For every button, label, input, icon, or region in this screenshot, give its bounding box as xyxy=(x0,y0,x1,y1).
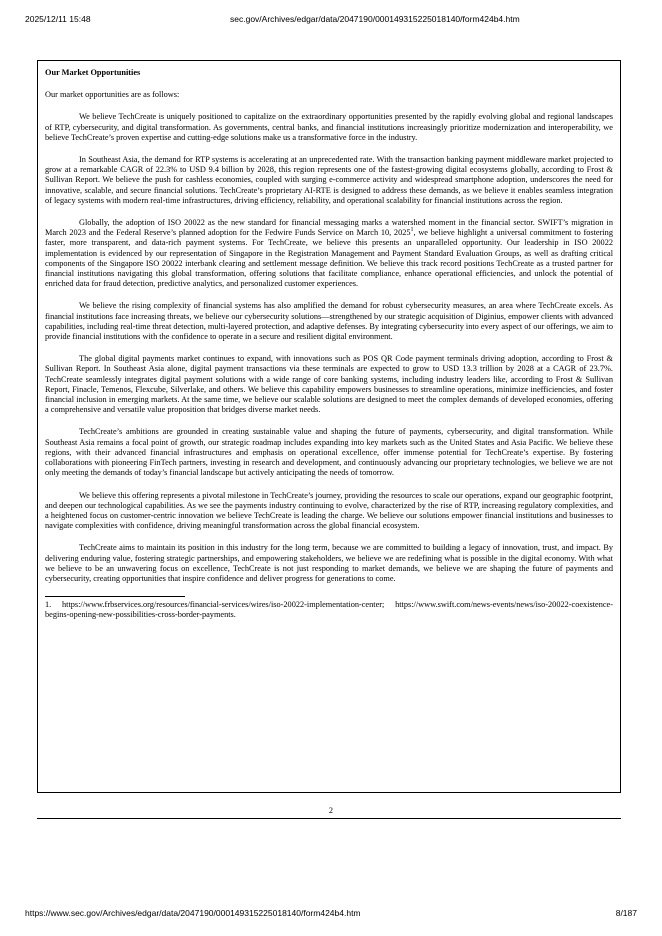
paragraph-ambitions: TechCreate’s ambitions are grounded in creating sustainable value and shaping the future of payments, cybersecurity, and digital transformation. While Southeast Asia remains a focal point of growth, our strategic roadmap includes expanding into key markets such as the United States and Asia Pacific. We believe these regions, with their advanced financial infrastructures and emphasis on operational excellence, offer immense potential for TechCreate’s expertise. By fostering collaborations with pioneering FinTech partners, investing in research and development, and continuously advancing our proprietary technologies, we believe we are not only meeting the demands of today’s financial landscape but actively anticipating the needs of tomorrow. xyxy=(45,427,613,478)
paragraph-long-term-position: TechCreate aims to maintain its position in this industry for the long term, because we are committed to building a legacy of innovation, trust, and impact. By delivering enduring value, fostering strategic partnerships, and empowering stakeholders, we believe we are redefining what is possible in the digital economy. With what we believe to be an unwavering focus on excellence, TechCreate is not just responding to market demands, we believe we are shaping the future of payments and cybersecurity, creating opportunities that inspire confidence and deliver progress for generations to come. xyxy=(45,543,613,583)
paragraph-iso-20022 xyxy=(45,218,613,289)
page-number: 2 xyxy=(328,806,334,815)
print-datetime: 2025/12/11 15:48 xyxy=(25,14,91,24)
iso-text-before: Globally, the adoption of ISO 20022 as the new standard for financial messaging marks a watershed moment in the financial sector. SWIFT’s migration in March 2023 and the Federal Reserve’s planned adoption for the Fedwire Funds Service on March 10, 2025 xyxy=(45,218,613,238)
section-title: Our Market Opportunities xyxy=(45,68,141,77)
footnote-divider xyxy=(45,596,185,597)
page-bottom-divider xyxy=(37,818,621,819)
paragraph-positioning: We believe TechCreate is uniquely positioned to capitalize on the extraordinary opportunities presented by the rapidly evolving global and regional landscapes of RTP, cybersecurity, and digital transformation. As governments, central banks, and financial institutions increasingly prioritize modernization and interoperability, we believe TechCreate’s proven expertise and cutting-edge solutions make us a transformative force in the industry. xyxy=(45,112,613,142)
footnote-reference[interactable]: 1 xyxy=(410,227,414,234)
print-footer-url: https://www.sec.gov/Archives/edgar/data/2047190/000149315225018140/form424b4.htm xyxy=(25,908,361,918)
print-footer xyxy=(25,908,637,920)
print-header-url: sec.gov/Archives/edgar/data/2047190/000149315225018140/form424b4.htm xyxy=(230,14,520,24)
print-header xyxy=(25,14,637,26)
footnote-text: 1. https://www.frbservices.org/resources/financial-services/wires/iso-20022-implementation-center; https://www.swift.com/news-events/news/iso-20022-coexistence-begins-opening-new-possibilities-cross-border-payments. xyxy=(45,600,613,620)
section-intro: Our market opportunities are as follows: xyxy=(45,90,180,100)
paragraph-southeast-asia-rtp: In Southeast Asia, the demand for RTP systems is accelerating at an unprecedented rate. With the transaction banking payment middleware market projected to grow at a remarkable CAGR of 22.3% to USD 9.4 billion by 2028, this region represents one of the fastest-growing digital ecosystems globally, according to Frost & Sullivan Report. We believe the push for cashless economies, coupled with surging e-commerce activity and widespread smartphone adoption, underscores the need for innovative, scalable, and secure financial solutions. TechCreate’s proprietary AI-RTE is designed to address these demands, as we believe it enables seamless integration of legacy systems with modern real-time infrastructures, driving efficiency, reliability, and operational scalability for financial institutions across the region. xyxy=(45,155,613,205)
paragraph-digital-payments: The global digital payments market continues to expand, with innovations such as POS QR Code payment terminals driving adoption, according to Frost & Sullivan Report. In Southeast Asia alone, digital payment transactions via these terminals are expected to grow to USD 13.3 trillion by 2028 at a CAGR of 23.7%. TechCreate seamlessly integrates digital payment solutions with a wide range of core banking systems, including industry leaders like, according to Frost & Sullivan Report, Finacle, Temenos, Flexcube, Silverlake, and others. We believe this capability empowers businesses to streamline operations, minimize inefficiencies, and foster financial inclusion in emerging markets. At the same time, we believe our scalable solutions are designed to meet the complex demands of developed economies, offering a comprehensive and versatile value proposition that bridges diverse market needs. xyxy=(45,354,613,415)
paragraph-cybersecurity: We believe the rising complexity of financial systems has also amplified the demand for robust cybersecurity measures, an area where TechCreate excels. As financial institutions face increasing threats, we believe our cybersecurity solutions—strengthened by our strategic acquisition of Diginius, empower clients with advanced capabilities, including real-time threat detection, multi-layered protection, and adaptive defenses. By integrating cybersecurity into every aspect of our offerings, we aim to provide financial institutions with the confidence to operate in a secure and resilient digital environment. xyxy=(45,301,613,342)
iso-text-after: , we believe highlight a universal commitment to fostering faster, more transparent, and data-rich payment systems. For TechCreate, we believe this presents an unparalleled opportunity. Our leadership in ISO 20022 implementation is evidenced by our representation of Singapore in the Registration Management and Payment Standard Evaluation Groups, as well as drafting critical components of the Singapore ISO 20022 interbank clearing and settlement message definition. We believe this track record positions TechCreate as a trusted partner for financial institutions navigating this global transformation, offering solutions that facilitate compliance, enhance operational efficiencies, and unlock the potential of enriched data for fraud detection, predictive analytics, and personalized customer experiences. xyxy=(45,228,613,289)
paragraph-offering-milestone: We believe this offering represents a pivotal milestone in TechCreate’s journey, providing the resources to scale our operations, expand our geographic footprint, and deepen our technological capabilities. As we see the payments industry continuing to evolve, characterized by the rise of RTP, increasing regulatory complexities, and a heightened focus on customer-centric innovation we believe TechCreate is leading the charge. We believe our solutions empower financial institutions and businesses to navigate complexities with confidence, driving meaningful transformation across the global financial ecosystem. xyxy=(45,490,613,531)
print-page-counter: 8/187 xyxy=(615,908,637,918)
document-content-frame xyxy=(37,60,621,793)
